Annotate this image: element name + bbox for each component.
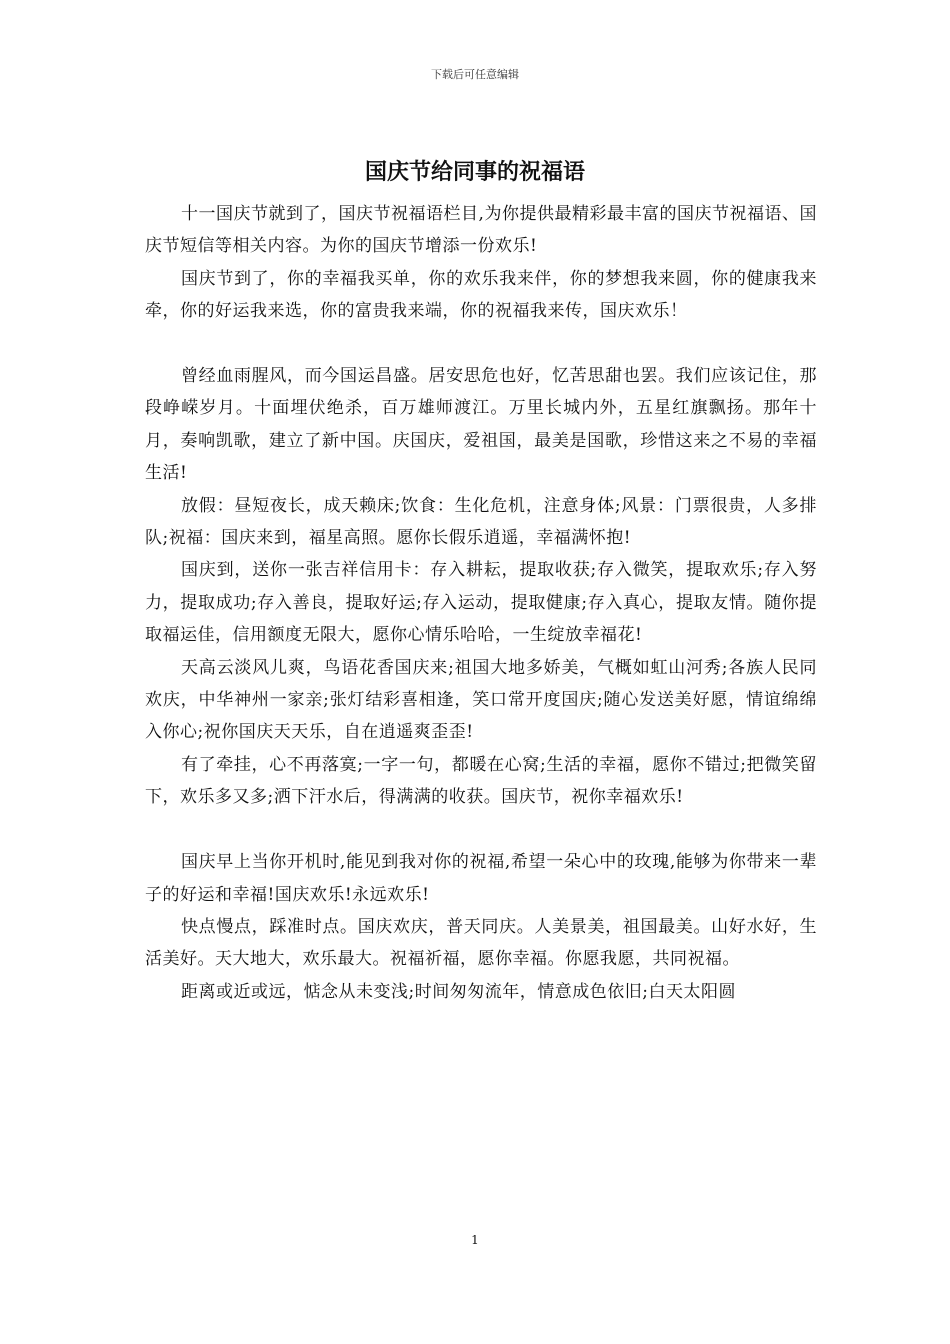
- paragraph: 曾经血雨腥风，而今国运昌盛。居安思危也好，忆苦思甜也罢。我们应该记住，那段峥嵘岁月。十面埋伏绝杀，百万雄师渡江。万里长城内外，五星红旗飘扬。那年十月，奏响凯歌，建立了新中国。庆国庆，爱祖国，最美是国歌，珍惜这来之不易的幸福生活!: [145, 366, 817, 484]
- paragraph: 十一国庆节就到了，国庆节祝福语栏目,为你提供最精彩最丰富的国庆节祝福语、国庆节短信等相关内容。为你的国庆节增添一份欢乐!: [145, 204, 817, 257]
- header-note: 下载后可任意编辑: [431, 68, 519, 81]
- blank-line: [145, 328, 817, 360]
- document-title: 国庆节给同事的祝福语: [364, 159, 585, 185]
- paragraph: 国庆到，送你一张吉祥信用卡：存入耕耘，提取收获;存入微笑，提取欢乐;存入努力，提取成功;存入善良，提取好运;存入运动，提取健康;存入真心，提取友情。随你提取福运佳，信用额度无限大，愿你心情乐哈哈，一生绽放幸福花!: [145, 560, 817, 646]
- paragraph: 国庆早上当你开机时,能见到我对你的祝福,希望一朵心中的玫瑰,能够为你带来一辈子的好运和幸福!国庆欢乐!永远欢乐!: [145, 852, 817, 905]
- blank-line: [145, 814, 817, 846]
- paragraph: 放假：昼短夜长，成天赖床;饮食：生化危机，注意身体;风景：门票很贵，人多排队;祝福：国庆来到，福星高照。愿你长假乐逍遥，幸福满怀抱!: [145, 495, 817, 549]
- paragraph: 国庆节到了，你的幸福我买单，你的欢乐我来伴，你的梦想我来圆，你的健康我来牵，你的好运我来选，你的富贵我来端，你的祝福我来传，国庆欢乐！: [145, 268, 817, 322]
- paragraph: 有了牵挂，心不再落寞;一字一句，都暖在心窝;生活的幸福，愿你不错过;把微笑留下，欢乐多又多;洒下汗水后，得满满的收获。国庆节，祝你幸福欢乐!: [145, 754, 817, 808]
- paragraph: 天高云淡风儿爽，鸟语花香国庆来;祖国大地多娇美，气概如虹山河秀;各族人民同欢庆，中华神州一家亲;张灯结彩喜相逢，笑口常开度国庆;随心发送美好愿，情谊绵绵入你心;祝你国庆天天乐，自在逍遥爽歪歪!: [145, 657, 817, 743]
- document-body: [145, 198, 817, 1008]
- paragraph: 距离或近或远，惦念从未变浅;时间匆匆流年，情意成色依旧;白天太阳圆: [181, 981, 736, 1002]
- page-number: 1: [471, 1233, 479, 1247]
- paragraph: 快点慢点，踩准时点。国庆欢庆，普天同庆。人美景美，祖国最美。山好水好，生活美好。天大地大，欢乐最大。祝福祈福，愿你幸福。你愿我愿，共同祝福。: [145, 916, 817, 970]
